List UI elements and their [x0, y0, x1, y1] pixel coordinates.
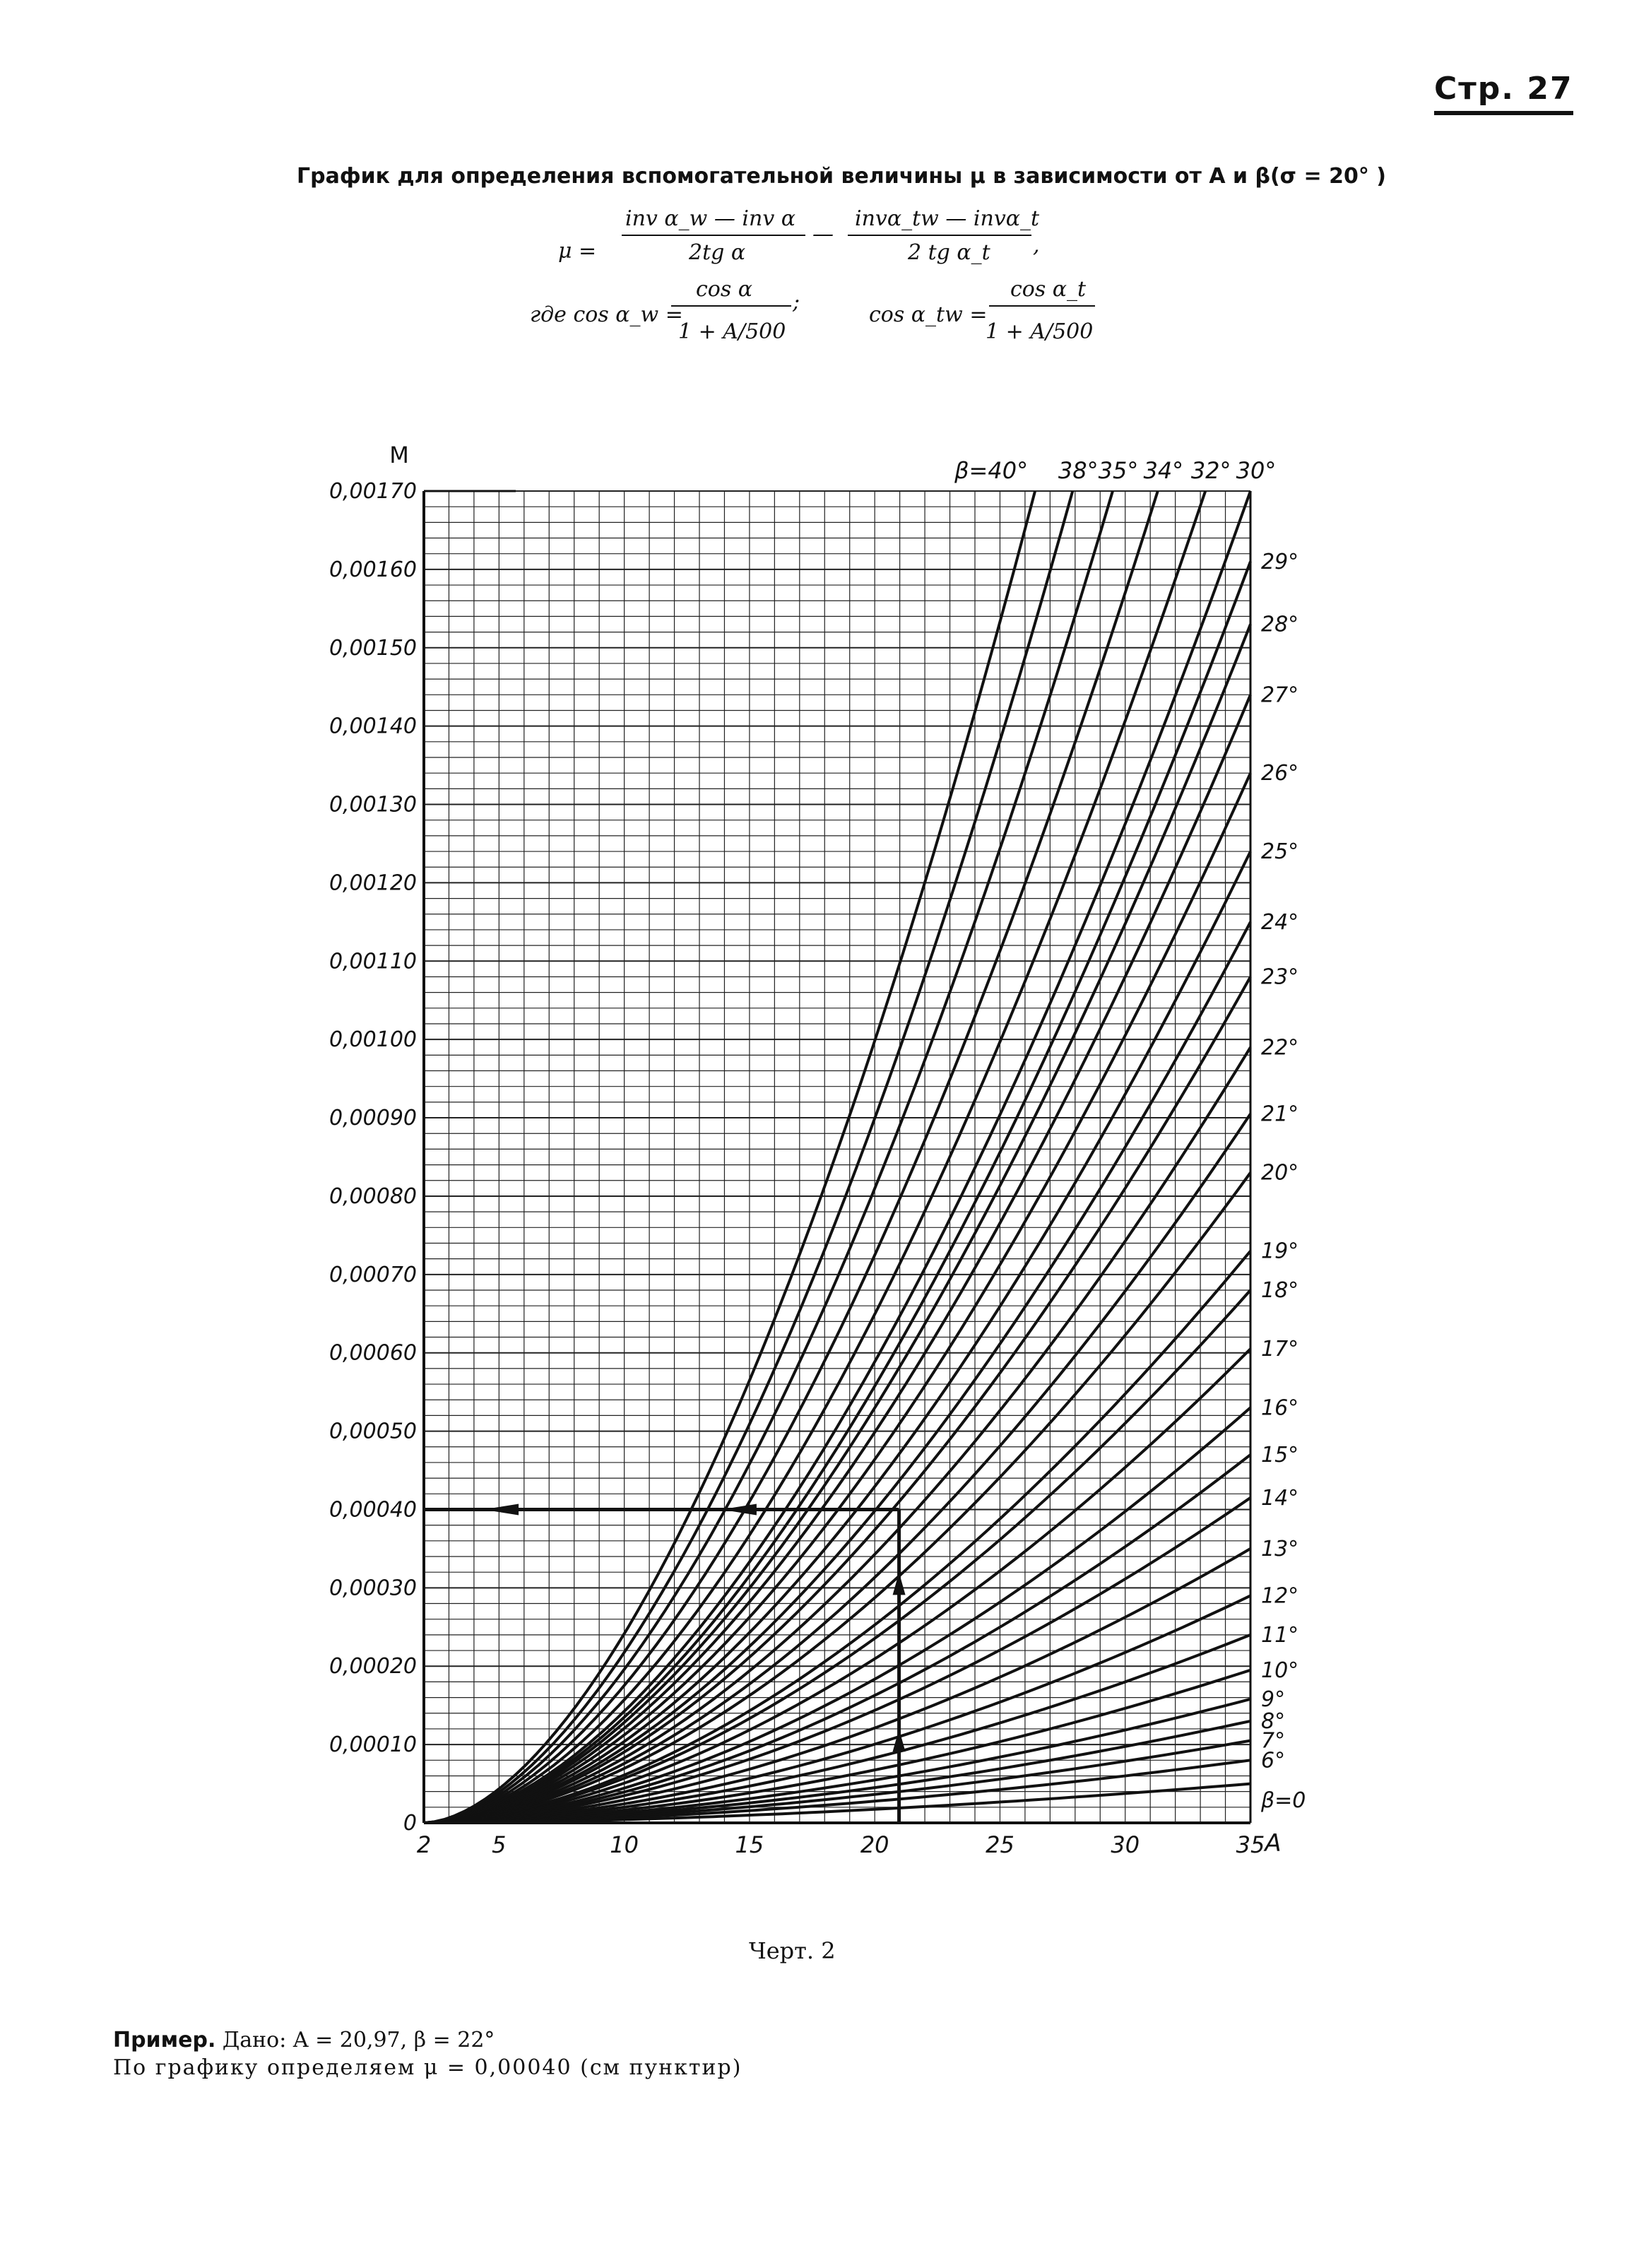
series-label: 29°	[1261, 549, 1299, 574]
series-label-top: 30°	[1236, 457, 1277, 484]
series-label: 13°	[1261, 1536, 1299, 1561]
y-tick-label: 0,00170	[329, 479, 417, 504]
fraction-bar	[671, 305, 791, 307]
x-tick-label: 35	[1236, 1831, 1265, 1858]
series-label-top: 32°	[1190, 457, 1231, 484]
example-arrow-left	[483, 1504, 519, 1515]
formula-frac3-denominator: 1 + A/500	[678, 319, 786, 344]
y-tick-label: 0,00010	[329, 1732, 417, 1758]
series-label: 25°	[1261, 839, 1299, 865]
series-label: 15°	[1261, 1442, 1299, 1467]
x-tick-label: 30	[1111, 1831, 1140, 1858]
y-tick-label: 0	[403, 1811, 417, 1836]
series-label: 27°	[1261, 683, 1299, 708]
fraction-bar	[848, 235, 1031, 236]
page-number: Стр. 27	[1434, 71, 1573, 115]
x-tick-label: 15	[735, 1831, 764, 1858]
series-label: 17°	[1261, 1337, 1299, 1362]
series-label-top: β=40°	[954, 457, 1029, 484]
series-label-top: 38°	[1058, 457, 1099, 484]
minus-sign: —	[812, 222, 834, 247]
series-label: 6°	[1261, 1748, 1286, 1773]
chart-grid	[424, 491, 1250, 1823]
y-tick-label: 0,00120	[329, 870, 417, 896]
chart-lines	[424, 491, 1250, 1823]
example-arrow-up	[893, 1572, 906, 1595]
y-tick-label: 0,00150	[329, 635, 417, 661]
series-label: 18°	[1261, 1278, 1299, 1303]
formula-frac4-numerator: cos α_t	[1010, 277, 1087, 302]
example-arrow-up	[893, 1729, 906, 1752]
series-label: 28°	[1261, 612, 1299, 637]
series-label-top: 34°	[1143, 457, 1184, 484]
cos-tw-label: cos α_tw =	[869, 302, 988, 327]
y-tick-label: 0,00060	[329, 1340, 417, 1366]
series-label: 9°	[1261, 1687, 1286, 1712]
series-line-29	[424, 562, 1250, 1823]
series-label: 8°	[1261, 1708, 1286, 1734]
figure-caption: Черт. 2	[749, 1937, 836, 1964]
series-label: 10°	[1261, 1658, 1299, 1683]
chart	[0, 424, 1639, 1922]
series-label: 20°	[1261, 1160, 1299, 1186]
y-tick-label: 0,00090	[329, 1106, 417, 1131]
y-tick-label: 0,00040	[329, 1497, 417, 1523]
formula-comma: ,	[1033, 233, 1040, 258]
formula-frac2-denominator: 2 tg α_t	[908, 240, 990, 265]
series-label: 23°	[1261, 964, 1299, 990]
y-tick-label: 0,00160	[329, 557, 417, 582]
y-tick-label: 0,00070	[329, 1262, 417, 1287]
series-line-24	[424, 922, 1250, 1823]
y-tick-label: 0,00030	[329, 1576, 417, 1601]
example-label: Пример.	[113, 2028, 216, 2053]
formula-frac2-numerator: invα_tw — invα_t	[855, 206, 1040, 231]
y-tick-label: 0,00130	[329, 792, 417, 817]
mu-label: μ =	[558, 239, 597, 264]
series-label: 19°	[1261, 1239, 1299, 1264]
example-given: Дано: A = 20,97, β = 22°	[222, 2028, 495, 2053]
formula-frac1-numerator: inv α_w — inv α	[625, 206, 796, 231]
series-label: 7°	[1261, 1728, 1286, 1754]
x-tick-label: 20	[860, 1831, 889, 1858]
example-block	[113, 2028, 742, 2080]
series-label-top: 35°	[1098, 457, 1139, 484]
y-tick-label: 0,00100	[329, 1027, 417, 1053]
example-given-line	[113, 2028, 742, 2053]
formula-frac3-numerator: cos α	[696, 277, 753, 302]
series-line-32	[424, 491, 1205, 1823]
y-tick-label: 0,00080	[329, 1183, 417, 1209]
fraction-bar	[989, 305, 1095, 307]
y-axis-label: M	[389, 442, 409, 468]
chart-axes	[424, 491, 1250, 1823]
chart-title: График для определения вспомогательной величины μ в зависимости от A и β(σ = 20° )	[297, 164, 1386, 189]
y-tick-label: 0,00110	[329, 949, 417, 974]
formula-frac4-denominator: 1 + A/500	[986, 319, 1094, 344]
x-axis-label: A	[1265, 1829, 1282, 1857]
series-label: 26°	[1261, 761, 1299, 786]
y-tick-label: 0,00050	[329, 1419, 417, 1444]
formula-semicolon: ;	[793, 290, 800, 314]
series-label: 24°	[1261, 909, 1299, 935]
x-tick-label: 10	[610, 1831, 639, 1858]
where-label: где cos α_w =	[530, 302, 683, 327]
series-label: 11°	[1261, 1622, 1299, 1648]
series-line-30	[424, 491, 1250, 1823]
example-result: По графику определяем μ = 0,00040 (см пунктир)	[113, 2055, 742, 2080]
y-tick-label: 0,00140	[329, 714, 417, 739]
series-label: β=0	[1261, 1788, 1306, 1813]
y-tick-label: 0,00020	[329, 1654, 417, 1679]
series-label: 21°	[1261, 1101, 1299, 1127]
series-label: 14°	[1261, 1485, 1299, 1511]
x-tick-label: 2	[416, 1831, 432, 1858]
x-tick-label: 25	[986, 1831, 1014, 1858]
series-label: 12°	[1261, 1583, 1299, 1609]
formula-frac1-denominator: 2tg α	[689, 240, 746, 265]
series-label: 22°	[1261, 1035, 1299, 1061]
x-tick-label: 5	[492, 1831, 507, 1858]
chart-svg	[0, 424, 1639, 1922]
fraction-bar	[622, 235, 805, 236]
series-label: 16°	[1261, 1395, 1299, 1421]
